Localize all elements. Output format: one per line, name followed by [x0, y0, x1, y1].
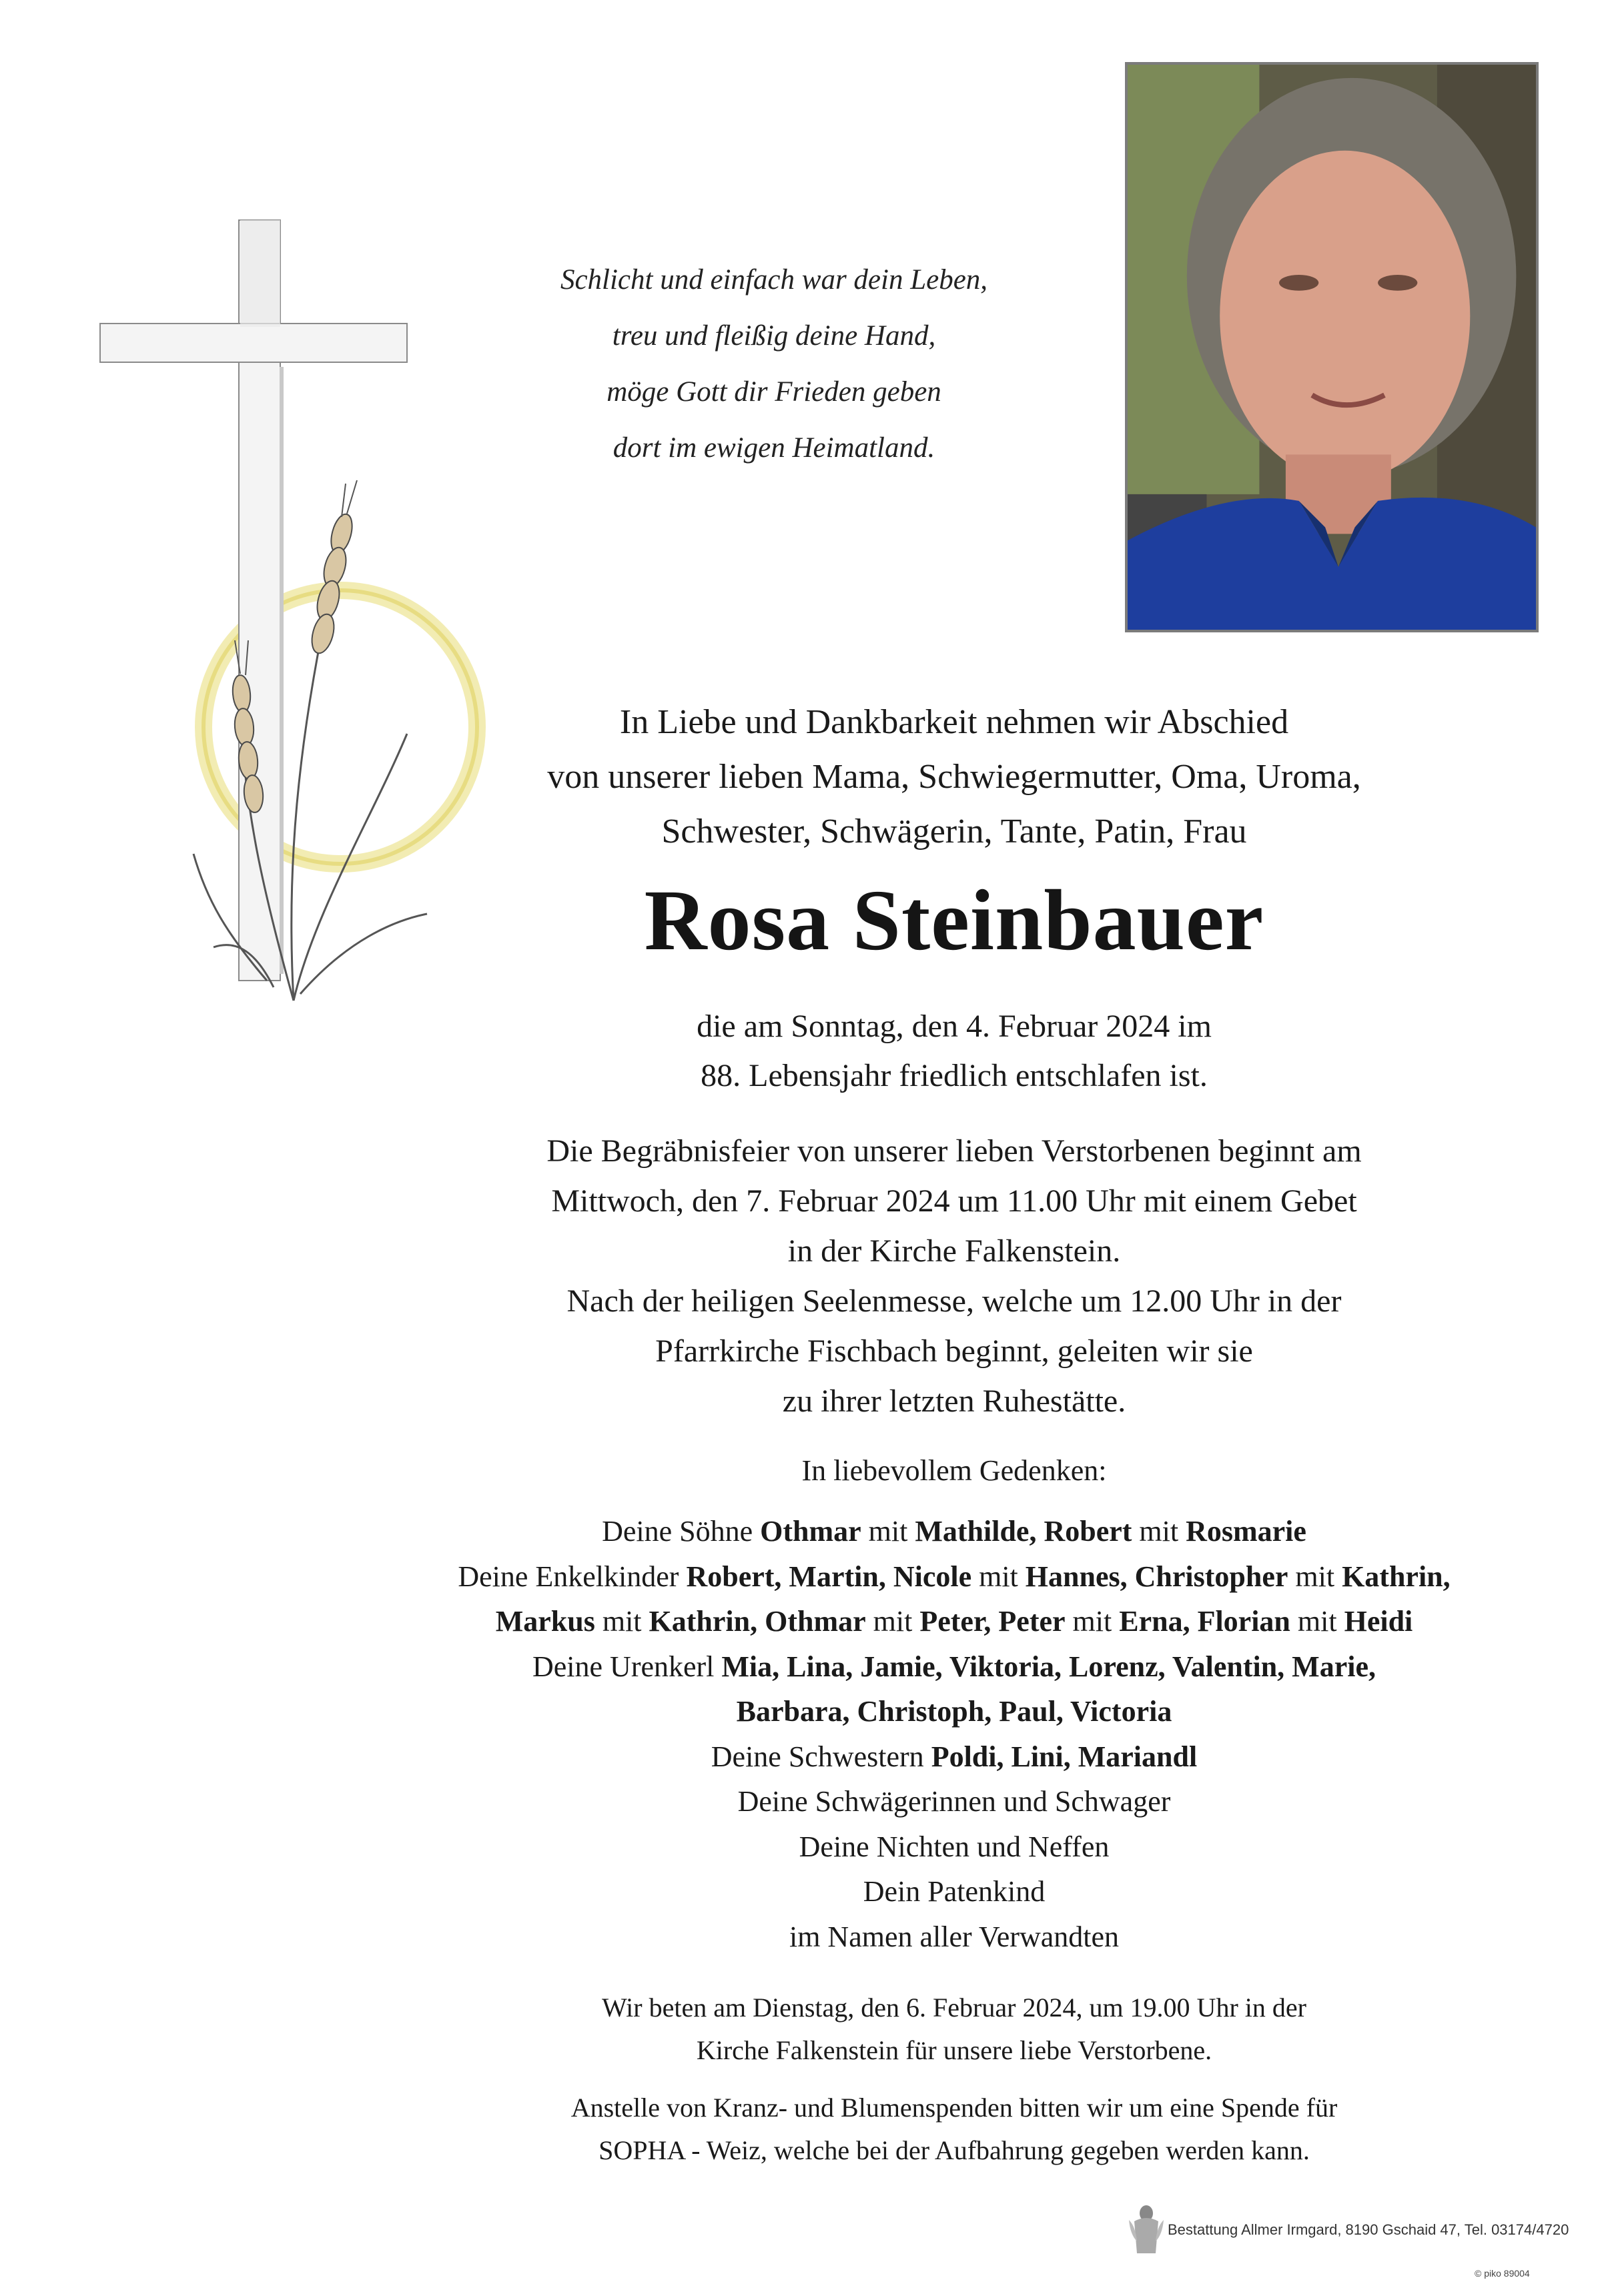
- funeral-line: Nach der heiligen Seelenmesse, welche um 12.00 Uhr in der: [566, 1283, 1342, 1319]
- prayer-line: Wir beten am Dienstag, den 6. Februar 2024, um 19.00 Uhr in der: [602, 1992, 1306, 2023]
- funeral-line: Pfarrkirche Fischbach beginnt, geleiten wir sie: [655, 1333, 1253, 1369]
- family-names: Barbara, Christoph, Paul, Victoria: [736, 1695, 1172, 1728]
- family-line: Dein Patenkind: [863, 1875, 1046, 1908]
- funeral-line: in der Kirche Falkenstein.: [787, 1233, 1121, 1269]
- family-names: Peter, Peter: [919, 1605, 1066, 1638]
- copyright-mark: © piko 89004: [1475, 2268, 1530, 2279]
- family-names: Hannes, Christopher: [1025, 1560, 1288, 1593]
- poem-line: Schlicht und einfach war dein Leben,: [560, 264, 988, 296]
- family-line: [347, 1734, 1561, 1780]
- family-line: Deine Nichten und Neffen: [799, 1830, 1110, 1863]
- funeral-home-footer: [1128, 2201, 1568, 2255]
- remembrance-heading: In liebevollem Gedenken:: [801, 1454, 1107, 1487]
- portrait-photo: [1125, 62, 1539, 632]
- family-names: Markus: [495, 1605, 595, 1638]
- family-text: Deine Schwestern: [711, 1740, 931, 1773]
- family-text: mit: [594, 1605, 649, 1638]
- poem: [440, 252, 1108, 476]
- family-names: Erna, Florian: [1119, 1605, 1290, 1638]
- family-line: [347, 1509, 1561, 1554]
- family-text: Deine Enkelkinder: [458, 1560, 687, 1593]
- family-text: Deine Söhne: [602, 1515, 761, 1548]
- poem-line: treu und fleißig deine Hand,: [612, 320, 936, 352]
- prayer-notice: [347, 1986, 1561, 2072]
- family-names: Mia, Lina, Jamie, Viktoria, Lorenz, Valentin, Marie,: [721, 1650, 1376, 1683]
- intro-line: von unserer lieben Mama, Schwiegermutter, Oma, Uroma,: [547, 758, 1361, 796]
- funeral-line: Die Begräbnisfeier von unserer lieben Verstorbenen beginnt am: [546, 1133, 1362, 1169]
- funeral-details: [347, 1126, 1561, 1426]
- funeral-line: Mittwoch, den 7. Februar 2024 um 11.00 Uhr mit einem Gebet: [551, 1183, 1357, 1219]
- family-line: [347, 1644, 1561, 1690]
- family-text: mit: [865, 1605, 920, 1638]
- family-text: Deine Urenkerl: [532, 1650, 722, 1683]
- family-text: mit: [1288, 1560, 1342, 1593]
- death-line: 88. Lebensjahr friedlich entschlafen ist.: [701, 1058, 1208, 1093]
- poem-line: möge Gott dir Frieden geben: [607, 376, 941, 408]
- deceased-name: Rosa Steinbauer: [644, 873, 1264, 969]
- family-text: mit: [1132, 1515, 1186, 1548]
- intro-line: Schwester, Schwägerin, Tante, Patin, Frau: [661, 812, 1247, 850]
- family-line: [347, 1689, 1561, 1734]
- family-line: [347, 1554, 1561, 1600]
- family-names: Poldi, Lini, Mariandl: [931, 1740, 1198, 1773]
- donation-line: Anstelle von Kranz- und Blumenspenden bitten wir um eine Spende für: [570, 2093, 1338, 2123]
- family-names: Rosmarie: [1186, 1515, 1306, 1548]
- family-line: [347, 1599, 1561, 1644]
- funeral-home-address: Bestattung Allmer Irmgard, 8190 Gschaid 47, Tel. 03174/4720: [1168, 2221, 1569, 2238]
- family-text: mit: [1290, 1605, 1344, 1638]
- family-names: Kathrin, Othmar: [649, 1605, 866, 1638]
- prayer-line: Kirche Falkenstein für unsere liebe Verstorbene.: [696, 2035, 1212, 2065]
- family-list: [347, 1509, 1561, 1959]
- death-notice: [347, 1002, 1561, 1101]
- intro-line: In Liebe und Dankbarkeit nehmen wir Abschied: [619, 703, 1289, 741]
- donation-notice: [347, 2087, 1561, 2172]
- family-names: Heidi: [1344, 1605, 1413, 1638]
- family-line: im Namen aller Verwandten: [789, 1920, 1119, 1953]
- family-text: mit: [1065, 1605, 1120, 1638]
- family-names: Mathilde, Robert: [915, 1515, 1132, 1548]
- poem-line: dort im ewigen Heimatland.: [613, 432, 935, 464]
- family-text: mit: [861, 1515, 915, 1548]
- death-line: die am Sonntag, den 4. Februar 2024 im: [697, 1009, 1212, 1044]
- funeral-line: zu ihrer letzten Ruhestätte.: [782, 1383, 1126, 1419]
- donation-line: SOPHA - Weiz, welche bei der Aufbahrung gegeben werden kann.: [598, 2135, 1310, 2165]
- farewell-intro: [347, 695, 1561, 859]
- angel-logo-icon: [1128, 2201, 1165, 2255]
- family-names: Kathrin,: [1342, 1560, 1451, 1593]
- family-names: Othmar: [760, 1515, 861, 1548]
- family-text: mit: [971, 1560, 1026, 1593]
- family-names: Robert, Martin, Nicole: [686, 1560, 972, 1593]
- family-line: Deine Schwägerinnen und Schwager: [737, 1785, 1171, 1818]
